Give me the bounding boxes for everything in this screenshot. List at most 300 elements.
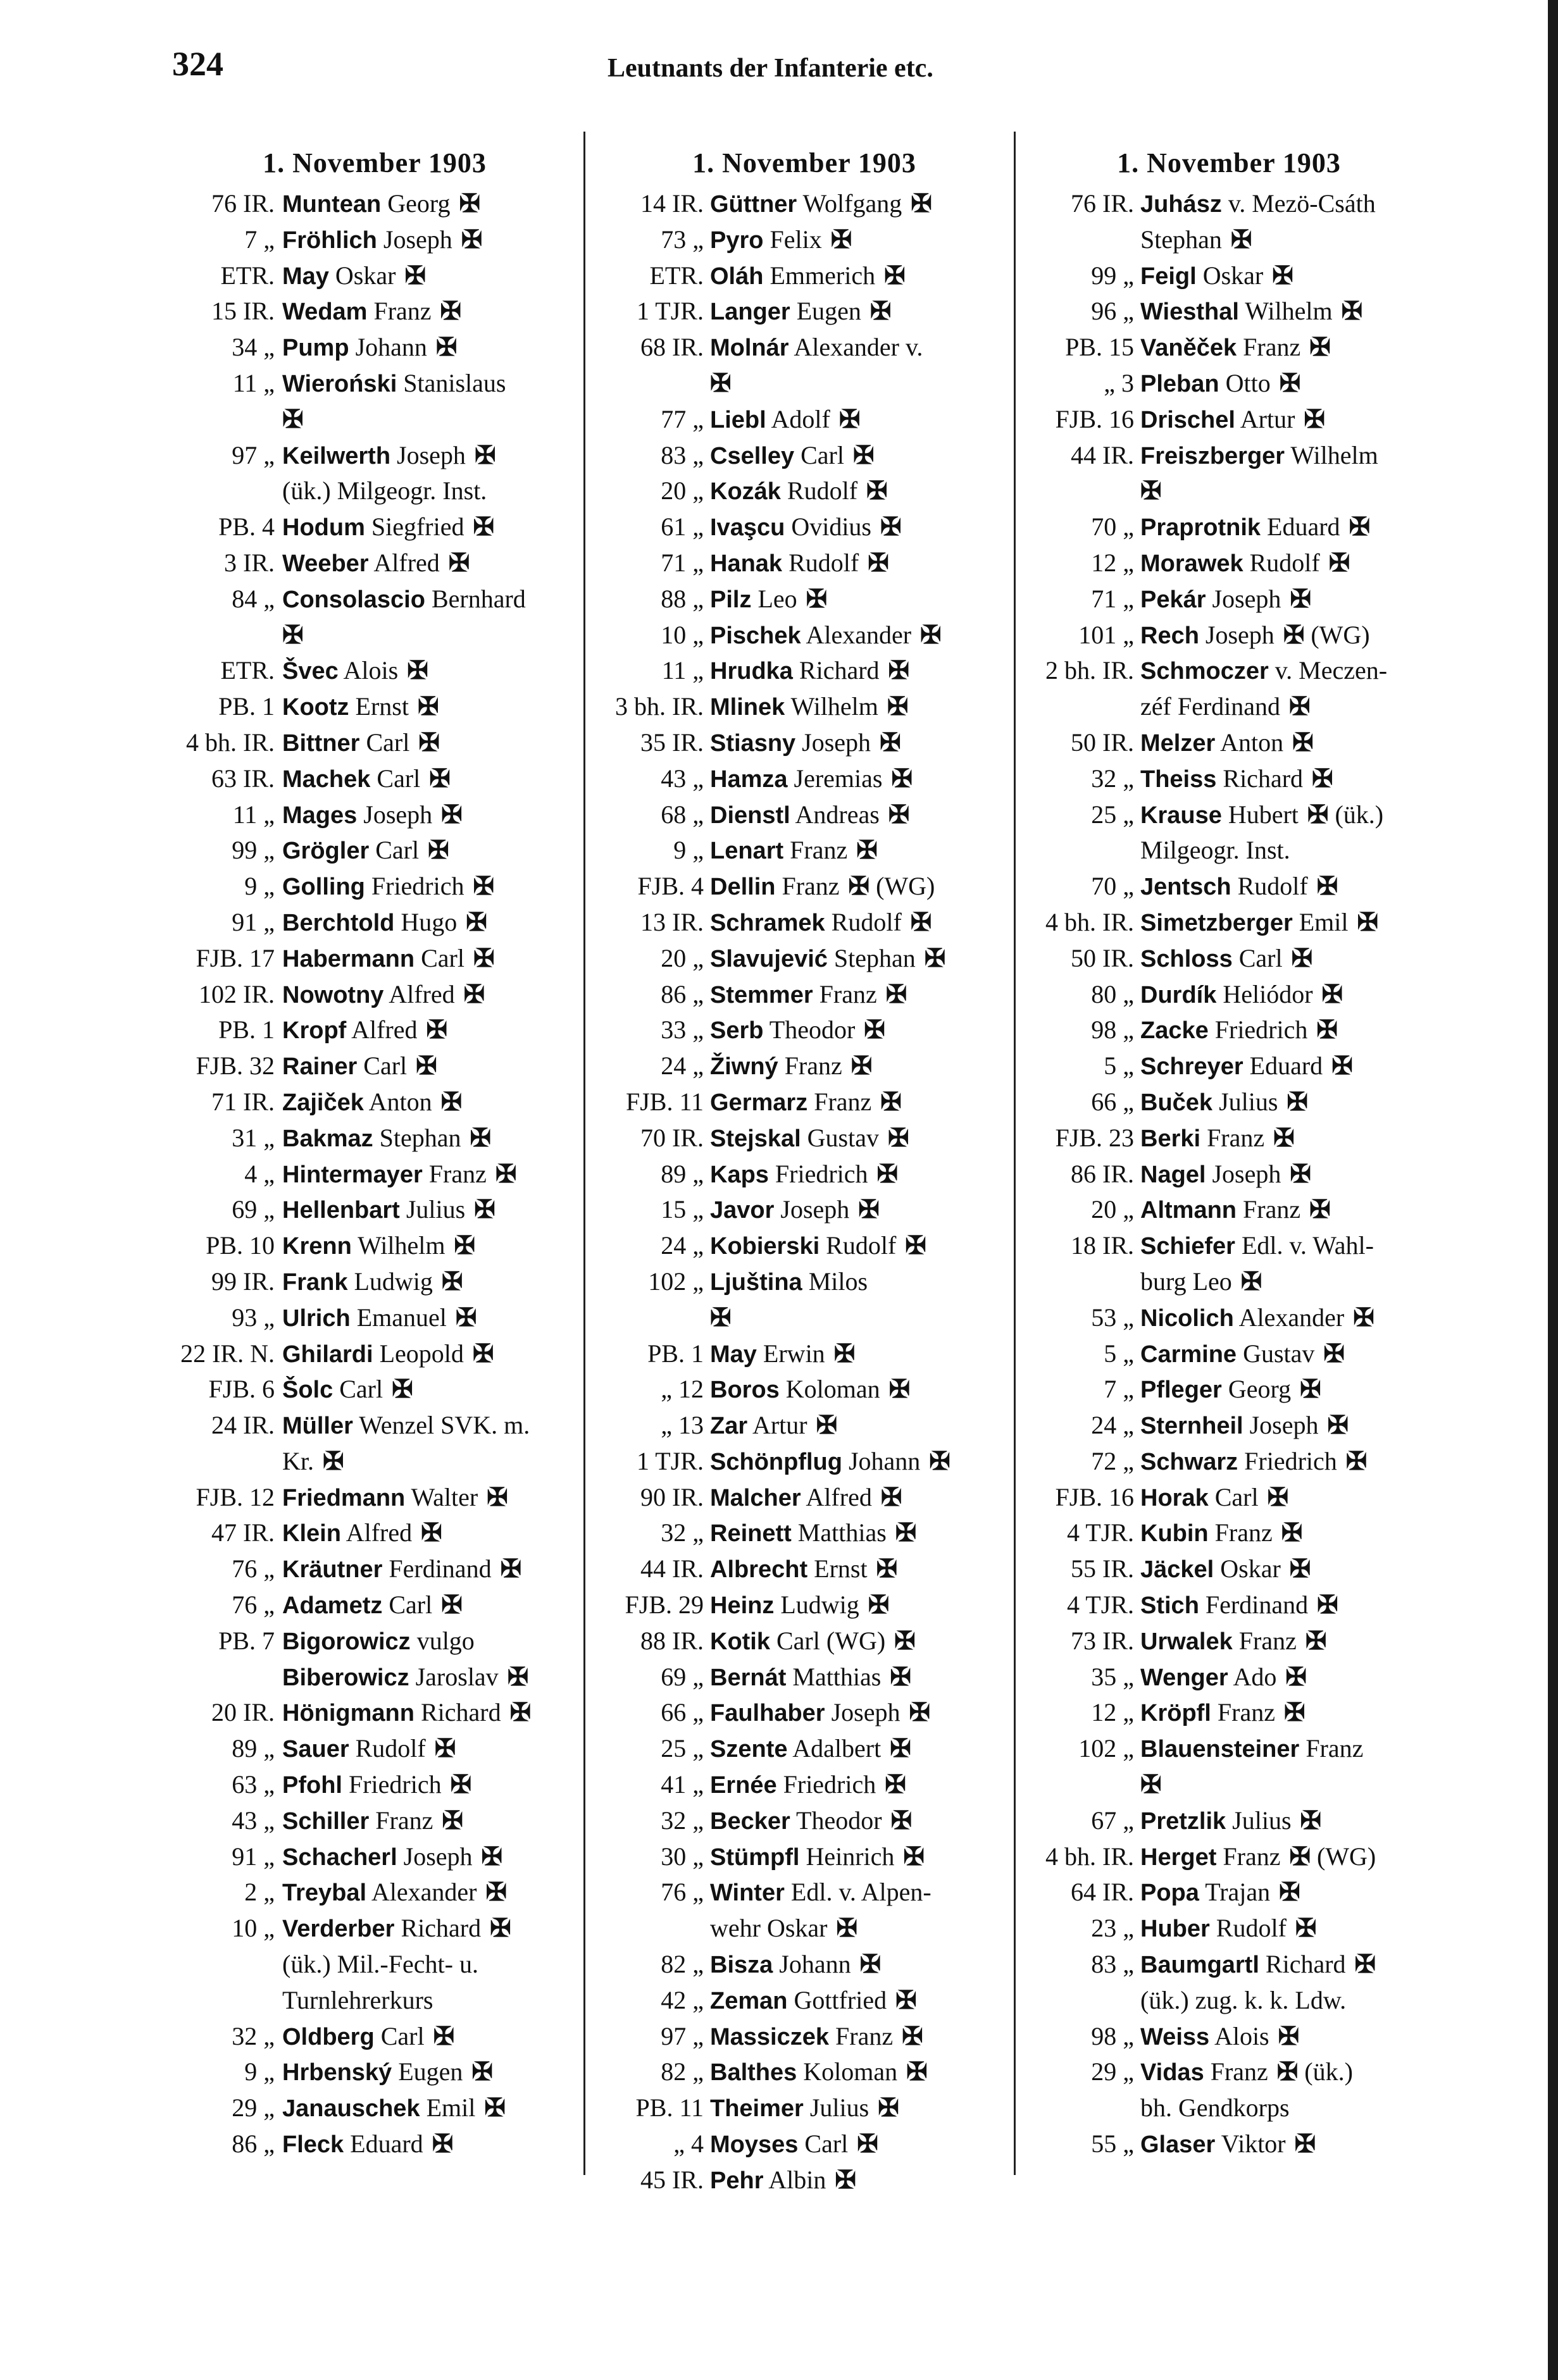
given-name: Alfred	[806, 1482, 872, 1511]
unit-designation: 89 „	[661, 1159, 704, 1188]
surname: Albrecht	[710, 1556, 808, 1584]
list-item	[1026, 1408, 1431, 1444]
list-item	[1026, 1947, 1431, 1983]
officer-name	[282, 2054, 493, 2091]
page-title: Leutnants der Infanterie etc.	[608, 54, 933, 83]
unit-designation: 55 „	[1091, 2129, 1134, 2159]
cross-icon: ✠	[920, 620, 942, 649]
unit-designation: 13 IR.	[640, 907, 704, 936]
surname: Oldberg	[282, 2023, 375, 2050]
list-item	[1026, 1372, 1431, 1408]
list-item	[168, 941, 581, 977]
surname: Moyses	[710, 2131, 799, 2159]
unit-designation: 33 „	[661, 1015, 704, 1044]
surname: May	[282, 263, 329, 290]
surname: Kootz	[282, 694, 349, 721]
officer-name	[1140, 1839, 1376, 1876]
officer-name	[1140, 797, 1383, 834]
list-item	[168, 1875, 581, 1911]
list-item	[597, 2019, 1011, 2055]
list-item	[597, 1372, 1011, 1408]
cross-icon: ✠	[1300, 1375, 1321, 1404]
surname: Stejskal	[710, 1125, 801, 1152]
surname: Hamza	[710, 765, 788, 793]
cross-icon: ✠	[885, 1770, 906, 1799]
surname: Schönpflug	[710, 1448, 842, 1475]
column-heading: 1. November 1903	[263, 147, 487, 178]
surname: Weeber	[282, 550, 369, 577]
cross-icon: ✠	[473, 872, 495, 901]
officer-name	[282, 294, 461, 330]
given-name: Carl	[380, 2021, 425, 2050]
given-name: Koloman	[785, 1375, 880, 1404]
given-name: Gottfried	[794, 1985, 887, 2014]
surname: Güttner	[710, 191, 797, 218]
unit-designation: 76 „	[232, 1554, 275, 1584]
list-item	[597, 366, 1011, 402]
list-item	[168, 977, 581, 1013]
given-name: Friedrich	[775, 1159, 868, 1188]
unit-designation: FJB. 32	[196, 1051, 275, 1081]
list-item	[1026, 833, 1431, 869]
list-item	[597, 2054, 1011, 2090]
given-name: Alfred	[351, 1015, 418, 1044]
unit-designation: FJB. 11	[625, 1087, 704, 1116]
officer-name	[710, 725, 901, 762]
officer-name	[1140, 1551, 1311, 1588]
officer-name	[282, 905, 487, 941]
surname: Dienstl	[710, 802, 790, 829]
officer-name	[282, 1120, 491, 1157]
officer-name	[282, 833, 449, 869]
list-item	[597, 1695, 1011, 1731]
officer-name	[1140, 2126, 1316, 2163]
officer-name	[282, 1300, 477, 1337]
unit-designation: 29 „	[1091, 2057, 1134, 2086]
unit-designation: 43 „	[661, 764, 704, 793]
cross-icon: ✠	[509, 1698, 532, 1727]
unit-designation: 4 „	[244, 1159, 275, 1188]
cross-icon: ✠	[1278, 2021, 1300, 2050]
unit-designation: 34 „	[232, 333, 275, 362]
given-name: Carl (WG)	[776, 1626, 886, 1655]
officer-name	[1140, 1695, 1305, 1732]
given-name: Siegfried	[371, 512, 464, 542]
surname: Melzer	[1140, 729, 1216, 757]
surname: Glaser	[1140, 2131, 1216, 2159]
list-item	[168, 1623, 581, 1659]
given-name: Carl	[377, 764, 421, 793]
surname: Schramek	[710, 909, 825, 936]
given-name: Joseph	[397, 440, 466, 469]
list-item	[597, 1336, 1011, 1372]
list-item	[1026, 366, 1431, 402]
given-name: Franz	[784, 1051, 842, 1081]
unit-designation: 32 „	[661, 1518, 704, 1547]
officer-name	[282, 977, 485, 1013]
surname: Kotik	[710, 1628, 770, 1655]
list-item	[597, 1767, 1011, 1803]
given-name: Joseph	[802, 728, 871, 757]
cross-icon: ✠	[1140, 476, 1162, 505]
officer-name	[282, 581, 526, 618]
cross-icon: ✠	[859, 1950, 882, 1979]
list-item	[1026, 1156, 1431, 1193]
surname: Ljuština	[710, 1268, 802, 1296]
list-item	[168, 869, 581, 905]
unit-designation: 102 „	[1078, 1734, 1134, 1763]
unit-designation: 77 „	[661, 404, 704, 433]
officer-name	[710, 869, 935, 905]
list-item	[597, 258, 1011, 294]
cross-icon: ✠	[910, 907, 932, 936]
cross-icon: ✠	[878, 2093, 899, 2123]
cross-icon: ✠	[441, 1267, 463, 1296]
unit-designation: 91 „	[232, 907, 275, 936]
cross-icon: ✠	[440, 297, 462, 326]
page-number: 324	[172, 45, 223, 83]
given-name: Heinrich	[806, 1842, 895, 1871]
given-name: Richard	[799, 656, 880, 685]
surname: Biberowicz	[282, 1664, 409, 1691]
surname: Durdík	[1140, 981, 1217, 1008]
given-name: Carl	[366, 728, 410, 757]
given-name: Wolfgang	[802, 189, 902, 218]
surname: Heinz	[710, 1592, 775, 1620]
list-item	[1026, 617, 1431, 654]
list-item	[168, 1911, 581, 1947]
list-item	[597, 1659, 1011, 1695]
officer-name	[710, 905, 932, 941]
list-item	[1026, 1695, 1431, 1731]
cross-icon: ✠	[885, 979, 907, 1008]
list-item	[597, 1444, 1011, 1480]
cross-icon: ✠	[852, 440, 875, 469]
annotation-note: (WG)	[876, 872, 935, 901]
unit-designation: 67 „	[1091, 1806, 1134, 1835]
surname: Berki	[1140, 1125, 1201, 1152]
cross-icon: ✠	[848, 872, 870, 901]
unit-designation: 25 „	[1091, 800, 1134, 829]
officer-name	[282, 1192, 495, 1229]
cross-icon: ✠	[323, 1446, 344, 1475]
surname: Popa	[1140, 1880, 1199, 1907]
surname: Fleck	[282, 2131, 344, 2159]
given-name: Oskar	[1220, 1554, 1281, 1584]
list-item	[168, 1803, 581, 1839]
surname: Nagel	[1140, 1161, 1206, 1188]
unit-designation: 89 „	[232, 1734, 275, 1763]
officer-name	[710, 941, 945, 977]
unit-designation: 9 „	[244, 872, 275, 901]
officer-name	[282, 1444, 344, 1480]
cross-icon: ✠	[887, 692, 909, 721]
cross-icon: ✠	[1294, 2129, 1316, 2159]
cross-icon: ✠	[880, 1087, 902, 1116]
cross-icon: ✠	[894, 1626, 916, 1655]
given-name: Ferdinand	[389, 1554, 492, 1584]
cross-icon: ✠	[929, 1446, 950, 1475]
officer-name	[1140, 222, 1252, 258]
officer-name	[282, 473, 487, 509]
list-item	[597, 509, 1011, 545]
unit-designation: FJB. 16	[1055, 1482, 1134, 1511]
given-name: Oskar	[1202, 261, 1264, 290]
surname: Janauschek	[282, 2095, 420, 2123]
surname: Buček	[1140, 1089, 1213, 1116]
list-item	[168, 1012, 581, 1048]
unit-designation: 10 „	[232, 1914, 275, 1943]
given-name: Kr.	[282, 1446, 314, 1475]
officer-name	[1140, 581, 1311, 618]
list-item	[597, 1875, 1011, 1911]
cross-icon: ✠	[856, 836, 878, 865]
officer-name	[282, 545, 470, 582]
cross-icon: ✠	[911, 189, 932, 218]
unit-designation: 5 „	[1104, 1051, 1134, 1081]
given-name: Franz	[1243, 1195, 1301, 1224]
list-item	[168, 797, 581, 833]
cross-icon: ✠	[857, 2129, 878, 2159]
officer-name	[282, 869, 494, 905]
given-name: Ludwig	[354, 1267, 433, 1296]
given-name: Johann	[355, 333, 427, 362]
cross-icon: ✠	[888, 656, 910, 685]
surname: Bittner	[282, 729, 360, 757]
unit-designation: 69 „	[661, 1662, 704, 1691]
unit-designation: 72 „	[1091, 1446, 1134, 1475]
list-item	[597, 1120, 1011, 1156]
cross-icon: ✠	[1283, 620, 1305, 649]
given-name: Rudolf	[355, 1734, 426, 1763]
officer-name	[282, 1947, 478, 1983]
officer-name	[1140, 545, 1350, 582]
surname: Altmann	[1140, 1197, 1237, 1224]
surname: Stich	[1140, 1592, 1199, 1620]
officer-name	[282, 1731, 456, 1768]
given-name: Trajan	[1205, 1878, 1271, 1907]
officer-name	[710, 1156, 898, 1193]
unit-designation: 53 „	[1091, 1303, 1134, 1332]
cross-icon: ✠	[1276, 2057, 1299, 2086]
officer-name	[710, 2054, 928, 2091]
cross-icon: ✠	[909, 1698, 931, 1727]
unit-designation: 9 „	[673, 836, 704, 865]
officer-name	[282, 653, 428, 690]
cross-icon: ✠	[1285, 1662, 1307, 1691]
cross-icon: ✠	[1140, 1770, 1162, 1799]
unit-designation: 45 IR.	[640, 2165, 704, 2194]
surname: Javor	[710, 1197, 775, 1224]
surname: Slavujević	[710, 945, 828, 972]
officer-name	[282, 1228, 475, 1265]
given-name: Joseph	[363, 800, 433, 829]
surname: Zar	[710, 1413, 748, 1440]
cross-icon: ✠	[887, 1123, 909, 1152]
cross-icon: ✠	[1357, 907, 1379, 936]
given-name: (ük.) zug. k. k. Ldw.	[1140, 1985, 1347, 2014]
list-item	[1026, 1480, 1431, 1516]
given-name: zéf Ferdinand	[1140, 692, 1281, 721]
cross-icon: ✠	[448, 548, 470, 577]
cross-icon: ✠	[466, 907, 487, 936]
cross-icon: ✠	[1354, 1950, 1376, 1979]
unit-designation: 41 „	[661, 1770, 704, 1799]
cross-icon: ✠	[1279, 1878, 1300, 1907]
officer-name	[1140, 2019, 1299, 2055]
list-item	[168, 617, 581, 654]
surname: Bakmaz	[282, 1125, 373, 1152]
unit-designation: 73 „	[661, 225, 704, 254]
unit-designation: 99 „	[232, 836, 275, 865]
unit-designation: 84 „	[232, 584, 275, 613]
officer-name	[282, 2126, 453, 2163]
surname: Pfleger	[1140, 1377, 1222, 1404]
officer-name	[1140, 1983, 1346, 2019]
list-item	[597, 2126, 1011, 2162]
list-item	[1026, 1228, 1431, 1264]
surname: Pekár	[1140, 586, 1206, 613]
list-item	[597, 1084, 1011, 1120]
officer-name	[282, 1012, 447, 1049]
officer-name	[710, 186, 932, 223]
list-item	[168, 1372, 581, 1408]
officer-name	[282, 1623, 475, 1660]
unit-designation: 4 TJR.	[1067, 1590, 1134, 1620]
list-item	[597, 1803, 1011, 1839]
list-item	[168, 1264, 581, 1300]
officer-name	[1140, 1444, 1367, 1480]
list-item	[1026, 1587, 1431, 1623]
cross-icon: ✠	[884, 261, 906, 290]
list-item	[168, 222, 581, 258]
surname: Blauensteiner	[1140, 1736, 1300, 1763]
officer-name	[1140, 1300, 1374, 1337]
cross-icon: ✠	[1279, 368, 1301, 397]
officer-name	[710, 1587, 889, 1624]
cross-icon: ✠	[392, 1375, 413, 1404]
cross-icon: ✠	[1323, 1339, 1345, 1368]
unit-designation: 76 IR.	[1071, 189, 1134, 218]
surname: Pretzlik	[1140, 1807, 1226, 1835]
officer-name	[710, 1839, 925, 1876]
cross-icon: ✠	[868, 1590, 890, 1620]
list-item	[597, 1156, 1011, 1193]
officer-name	[282, 1911, 511, 1947]
surname: Schmoczer	[1140, 658, 1269, 685]
cross-icon: ✠	[418, 728, 440, 757]
given-name: Ovidius	[791, 512, 871, 542]
unit-designation: 71 IR.	[211, 1087, 275, 1116]
officer-name	[710, 1300, 732, 1336]
given-name: Rudolf	[787, 476, 858, 505]
given-name: Alfred	[389, 979, 455, 1008]
unit-designation: „ 13	[661, 1411, 704, 1440]
given-name: Rudolf	[831, 907, 902, 936]
officer-name	[1140, 1372, 1321, 1408]
column-3	[1026, 147, 1431, 2162]
officer-name	[1140, 1336, 1345, 1373]
officer-name	[1140, 1947, 1376, 1983]
list-item	[168, 905, 581, 941]
unit-designation: FJB. 12	[196, 1482, 275, 1511]
list-item	[168, 186, 581, 222]
given-name: Franz	[1210, 2057, 1268, 2086]
unit-designation: 3 bh. IR.	[615, 692, 704, 721]
list-item	[168, 833, 581, 869]
unit-designation: ETR.	[220, 261, 275, 290]
list-item	[168, 1659, 581, 1695]
given-name: Alexander	[806, 620, 912, 649]
given-name: Eduard	[350, 2129, 423, 2159]
officer-name	[282, 1336, 494, 1373]
officer-name	[282, 1587, 463, 1624]
list-item	[168, 1192, 581, 1228]
cross-icon: ✠	[905, 1231, 926, 1260]
given-name: Julius	[406, 1195, 466, 1224]
surname: Jentsch	[1140, 874, 1231, 901]
list-item	[597, 1264, 1011, 1300]
list-item	[1026, 653, 1431, 689]
given-name: Joseph	[1205, 620, 1274, 649]
unit-designation: FJB. 23	[1055, 1123, 1134, 1152]
given-name: Theodor	[796, 1806, 882, 1835]
list-item	[168, 294, 581, 330]
surname: Bigorowicz	[282, 1628, 411, 1655]
given-name: Matthias	[797, 1518, 887, 1547]
surname: Jäckel	[1140, 1556, 1214, 1584]
officer-name	[1140, 653, 1387, 690]
list-item	[597, 438, 1011, 474]
cross-icon: ✠	[890, 1662, 911, 1691]
surname: Ernée	[710, 1772, 777, 1799]
surname: Pyro	[710, 226, 764, 254]
list-item	[1026, 1048, 1431, 1084]
list-item	[1026, 294, 1431, 330]
given-name: Franz	[782, 872, 840, 901]
officer-name	[710, 581, 827, 618]
surname: Theiss	[1140, 765, 1217, 793]
surname: Winter	[710, 1880, 785, 1907]
cross-icon: ✠	[1349, 512, 1371, 542]
list-item	[597, 1515, 1011, 1551]
unit-designation: 23 „	[1091, 1914, 1134, 1943]
unit-designation: 22 IR. N.	[180, 1339, 275, 1368]
cross-icon: ✠	[1287, 1087, 1308, 1116]
surname: Kropf	[282, 1017, 347, 1044]
officer-name	[710, 1623, 916, 1660]
unit-designation: 20 IR.	[211, 1698, 275, 1727]
officer-name	[1140, 258, 1293, 295]
given-name: Friedrich	[1214, 1015, 1308, 1044]
given-name: Alexander	[1238, 1303, 1345, 1332]
list-item	[1026, 1012, 1431, 1048]
surname: Kräutner	[282, 1556, 383, 1584]
list-item	[1026, 402, 1431, 438]
cross-icon: ✠	[710, 368, 732, 397]
cross-icon: ✠	[1304, 404, 1325, 433]
given-name: Johann	[779, 1950, 851, 1979]
officer-name	[1140, 1192, 1331, 1229]
given-name: Milgeogr. Inst.	[1140, 836, 1290, 865]
list-item	[168, 653, 581, 689]
surname: Kaps	[710, 1161, 769, 1188]
cross-icon: ✠	[426, 1015, 448, 1044]
given-name: Walter	[411, 1482, 478, 1511]
cross-icon: ✠	[833, 1339, 856, 1368]
given-name: Koloman	[803, 2057, 898, 2086]
unit-designation: 3 IR.	[224, 548, 275, 577]
